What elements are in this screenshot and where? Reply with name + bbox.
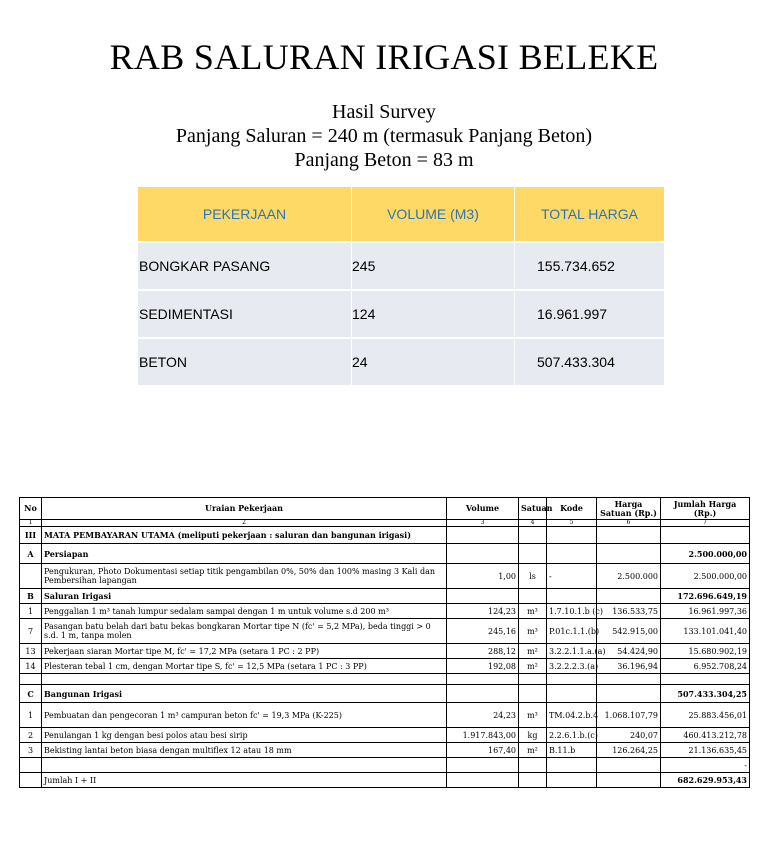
index-cell: 5: [547, 520, 597, 527]
item-volume: 245,16: [447, 619, 519, 644]
item-volume: 167,40: [447, 743, 519, 758]
survey-channel-length: Panjang Saluran = 240 m (termasuk Panjang Beton): [175, 125, 593, 147]
rab-header-harga-satuan: Harga Satuan (Rp.): [597, 498, 661, 520]
survey-heading: Hasil Survey: [332, 101, 436, 123]
item-no: 1: [20, 703, 42, 728]
item-harga: 54.424,90: [597, 644, 661, 659]
item-uraian: Pasangan batu belah dari batu bekas bongkaran Mortar tipe N (fc' = 5,2 MPa), beda tinggi > 0 s.d. 1 m, tanpa molen: [42, 619, 447, 644]
summary-total: 507.433.304: [515, 338, 665, 385]
page-title: RAB SALURAN IRIGASI BELEKE: [109, 37, 659, 77]
item-satuan: m³: [519, 619, 547, 644]
item-volume: 192,08: [447, 659, 519, 674]
section-label: Bangunan Irigasi: [42, 685, 447, 703]
rab-header-row: [20, 498, 750, 520]
section-no: C: [20, 685, 42, 703]
summary-row: [138, 242, 665, 290]
table-row: [20, 659, 750, 674]
summary-header-volume: VOLUME (M3): [352, 187, 515, 242]
item-harga: 542.915,00: [597, 619, 661, 644]
item-jumlah: 16.961.997,36: [661, 604, 750, 619]
item-jumlah: 6.952.708,24: [661, 659, 750, 674]
summary-pekerjaan: BETON: [138, 338, 352, 385]
index-cell: 4: [519, 520, 547, 527]
item-satuan: m²: [519, 659, 547, 674]
table-row: [20, 728, 750, 743]
table-row: [20, 703, 750, 728]
section-total: 2.500.000,00: [661, 544, 750, 564]
table-row: [20, 743, 750, 758]
section-row-persiapan: [20, 544, 750, 564]
item-satuan: m²: [519, 743, 547, 758]
item-uraian: Bekisting lantai beton biasa dengan multiflex 12 atau 18 mm: [42, 743, 447, 758]
item-uraian: Penggalian 1 m³ tanah lumpur sedalam sampai dengan 1 m untuk volume s.d 200 m³: [42, 604, 447, 619]
summary-volume: 124: [352, 290, 515, 338]
rab-index-row: [20, 520, 750, 527]
item-jumlah: 21.136.635,45: [661, 743, 750, 758]
item-kode: -: [547, 564, 597, 589]
item-uraian: Pekerjaan siaran Mortar tipe M, fc' = 17,2 MPa (setara 1 PC : 2 PP): [42, 644, 447, 659]
section-total: 507.433.304,25: [661, 685, 750, 703]
summary-volume: 245: [352, 242, 515, 290]
item-no: 13: [20, 644, 42, 659]
item-satuan: m³: [519, 703, 547, 728]
item-no: 14: [20, 659, 42, 674]
rab-header-volume: Volume: [447, 498, 519, 520]
item-no: 1: [20, 604, 42, 619]
item-harga: 1.068.107,79: [597, 703, 661, 728]
survey-info: [0, 100, 768, 172]
table-row: [20, 604, 750, 619]
rab-header-uraian: Uraian Pekerjaan: [42, 498, 447, 520]
summary-table: [138, 187, 665, 385]
index-cell: 7: [661, 520, 750, 527]
item-harga: 126.264,25: [597, 743, 661, 758]
dash-cell: -: [661, 758, 750, 773]
item-jumlah: 15.680.902,19: [661, 644, 750, 659]
item-volume: 124,23: [447, 604, 519, 619]
item-volume: 1,00: [447, 564, 519, 589]
table-row: [20, 619, 750, 644]
summary-row: [138, 290, 665, 338]
summary-row: [138, 338, 665, 385]
item-kode: 2.2.6.1.b.(c): [547, 728, 597, 743]
item-uraian: Pembuatan dan pengecoran 1 m³ campuran beton fc' = 19,3 MPa (K-225): [42, 703, 447, 728]
section-total: 172.696.649,19: [661, 589, 750, 604]
item-jumlah: 2.500.000,00: [661, 564, 750, 589]
section-no: B: [20, 589, 42, 604]
total-value: 682.629.953,43: [661, 773, 750, 788]
section-no: III: [20, 527, 42, 544]
index-cell: 6: [597, 520, 661, 527]
section-label: MATA PEMBAYARAN UTAMA (meliputi pekerjaan : saluran dan bangunan irigasi): [42, 527, 447, 544]
item-kode: 3.2.2.2.3.(a): [547, 659, 597, 674]
rab-detail-table: [19, 497, 750, 788]
section-no: A: [20, 544, 42, 564]
item-kode: P.01c.1.1.(b): [547, 619, 597, 644]
section-row-saluran: [20, 589, 750, 604]
rab-header-kode: Kode: [547, 498, 597, 520]
item-harga: 36.196,94: [597, 659, 661, 674]
item-jumlah: 460.413.212,78: [661, 728, 750, 743]
summary-pekerjaan: BONGKAR PASANG: [138, 242, 352, 290]
rab-header-jumlah-harga: Jumlah Harga (Rp.): [661, 498, 750, 520]
section-row-bangunan: [20, 685, 750, 703]
item-no: 7: [20, 619, 42, 644]
summary-total: 155.734.652: [515, 242, 665, 290]
item-kode: B.11.b: [547, 743, 597, 758]
survey-concrete-length: Panjang Beton = 83 m: [294, 149, 474, 171]
item-uraian: Pengukuran, Photo Dokumentasi setiap titik pengambilan 0%, 50% dan 100% masing 3 Kali dan Pembersihan lapangan: [42, 564, 447, 589]
table-row: [20, 564, 750, 589]
spacer-row: [20, 674, 750, 685]
total-label: Jumlah I + II: [42, 773, 447, 788]
item-satuan: m²: [519, 644, 547, 659]
item-no: 2: [20, 728, 42, 743]
section-label: Persiapan: [42, 544, 447, 564]
item-jumlah: 133.101.041,40: [661, 619, 750, 644]
section-label: Saluran Irigasi: [42, 589, 447, 604]
item-harga: 2.500.000: [597, 564, 661, 589]
summary-volume: 24: [352, 338, 515, 385]
item-kode: 3.2.2.1.1.a.(a): [547, 644, 597, 659]
item-uraian: Plesteran tebal 1 cm, dengan Mortar tipe S, fc' = 12,5 MPa (setara 1 PC : 3 PP): [42, 659, 447, 674]
item-no: 3: [20, 743, 42, 758]
item-harga: 136.533,75: [597, 604, 661, 619]
rab-header-satuan: Satuan: [519, 498, 547, 520]
summary-header-total: TOTAL HARGA: [515, 187, 665, 242]
summary-pekerjaan: SEDIMENTASI: [138, 290, 352, 338]
item-uraian: Penulangan 1 kg dengan besi polos atau besi sirip: [42, 728, 447, 743]
item-volume: 288,12: [447, 644, 519, 659]
summary-total: 16.961.997: [515, 290, 665, 338]
item-kode: TM.04.2.b.4: [547, 703, 597, 728]
item-harga: 240,07: [597, 728, 661, 743]
dash-row: [20, 758, 750, 773]
table-row: [20, 644, 750, 659]
item-volume: 24,23: [447, 703, 519, 728]
summary-header-row: [138, 187, 665, 242]
item-jumlah: 25.883.456,01: [661, 703, 750, 728]
item-volume: 1.917.843,00: [447, 728, 519, 743]
total-row: [20, 773, 750, 788]
item-satuan: ls: [519, 564, 547, 589]
section-row-main: [20, 527, 750, 544]
item-kode: 1.7.10.1.b (c): [547, 604, 597, 619]
item-no: [20, 564, 42, 589]
summary-header-pekerjaan: PEKERJAAN: [138, 187, 352, 242]
index-cell: 1: [20, 520, 42, 527]
item-satuan: m³: [519, 604, 547, 619]
index-cell: 3: [447, 520, 519, 527]
rab-header-no: No: [20, 498, 42, 520]
item-satuan: kg: [519, 728, 547, 743]
index-cell: 2: [42, 520, 447, 527]
